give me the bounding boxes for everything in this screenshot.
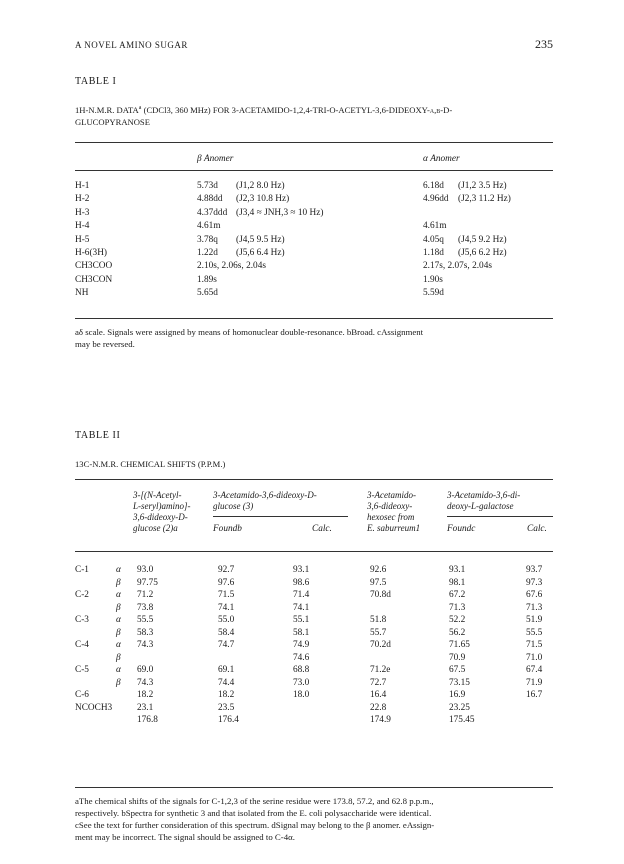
table2-value-c5: 73.15 xyxy=(449,677,470,688)
table2-footnote-line2: respectively. bSpectra for synthetic 3 and that isolated from the E. coli polysaccharide were identical. xyxy=(75,808,432,818)
table2-col1-heading xyxy=(133,490,191,534)
table1-caption-part3: FOR 3-ACETAMIDO-1,2,4-TRI-O-ACETYL-3,6-DIDEOXY-α,β-D- xyxy=(212,105,453,115)
table2-row-label: C-1 xyxy=(75,565,89,575)
table2-value-c1: 69.0 xyxy=(137,665,154,675)
table2-value-c3: 93.1 xyxy=(293,565,310,575)
table2-value-c4: 71.2e xyxy=(370,665,391,675)
table1-caption-sup: a xyxy=(138,105,142,112)
table2-value-c6: 67.6 xyxy=(526,590,543,600)
table1-top-rule xyxy=(75,142,553,143)
col1-line2: L-seryl)amino]- xyxy=(133,501,191,511)
table2-value-c5: 71.3 xyxy=(449,602,466,613)
table1-caption-line2: GLUCOPYRANOSE xyxy=(75,117,150,127)
table1-alpha-coupling: (J2,3 11.2 Hz) xyxy=(458,194,511,205)
table2-value-c2: 55.0 xyxy=(218,615,235,625)
table2-value-c5: 52.2 xyxy=(449,615,466,625)
table2-value-c3: 73.0 xyxy=(293,677,310,688)
col1-line4: glucose (2)a xyxy=(133,523,178,533)
table2-row-label: NCOCH3 xyxy=(75,702,113,713)
table2-value-c3: 71.4 xyxy=(293,590,310,600)
table2-row-label: C-4 xyxy=(75,640,89,650)
table2-value-c3: 74.6 xyxy=(293,652,310,663)
table2-row-anomer: β xyxy=(116,677,121,688)
table1-row-label: H-5 xyxy=(75,234,90,245)
table2-value-c1: 73.8 xyxy=(137,602,154,613)
table2-row-label: C-3 xyxy=(75,615,89,625)
table2-value-c2: 23.5 xyxy=(218,702,235,713)
table2-top-rule xyxy=(75,479,553,480)
table2-value-c6: 97.3 xyxy=(526,577,543,588)
table2-value-c6: 71.5 xyxy=(526,640,543,650)
table2-footnote-line1: aThe chemical shifts of the signals for C-1,2,3 of the serine residue were 173.8, 57.2, and 62.8 p.p.m., xyxy=(75,796,434,806)
table1-alpha-value: 6.18d xyxy=(423,181,444,191)
table2-col3-heading xyxy=(367,490,420,534)
table2-value-c5: 98.1 xyxy=(449,577,466,588)
table2-value-c1: 74.3 xyxy=(137,677,154,688)
table2-value-c4: 174.9 xyxy=(370,715,391,725)
table1-alpha-value: 4.05q xyxy=(423,234,444,245)
table2-value-c5: 175.45 xyxy=(449,715,475,725)
table2-value-c1: 93.0 xyxy=(137,565,154,575)
running-title: A NOVEL AMINO SUGAR xyxy=(75,40,188,50)
table1-beta-value: 2.10s, 2.06s, 2.04s xyxy=(197,261,266,272)
table1-row-label: CH3COO xyxy=(75,261,113,272)
table1-alpha-coupling: (J5,6 6.2 Hz) xyxy=(458,248,507,258)
table2-value-c4: 97.5 xyxy=(370,577,387,588)
table2-value-c1: 74.3 xyxy=(137,640,154,650)
table1-col-beta: β Anomer xyxy=(197,154,234,164)
table1-row-label: H-4 xyxy=(75,221,90,232)
table2-row-label: C-6 xyxy=(75,690,89,700)
table1-beta-value: 5.65d xyxy=(197,288,218,299)
table2-col4-subrule xyxy=(447,516,553,517)
table2-value-c1: 18.2 xyxy=(137,690,154,700)
table1-beta-coupling: (J2,3 10.8 Hz) xyxy=(236,194,290,205)
table2-value-c6: 71.0 xyxy=(526,652,543,663)
table2-row-label: C-5 xyxy=(75,665,89,675)
table1-alpha-coupling: (J4,5 9.2 Hz) xyxy=(458,234,507,245)
table2-value-c1: 71.2 xyxy=(137,590,154,600)
table1-alpha-value: 5.59d xyxy=(423,288,444,299)
table1-beta-value: 4.37ddd xyxy=(197,207,228,218)
table1-beta-coupling: (J5,6 6.4 Hz) xyxy=(236,248,285,258)
table1-footnote-line1: aδ scale. Signals were assigned by means of homonuclear double-resonance. bBroad. cAssignment xyxy=(75,327,424,337)
table2-row-anomer: β xyxy=(116,602,121,613)
table1-beta-coupling: (J4,5 9.5 Hz) xyxy=(236,234,285,245)
table2-value-c2: 69.1 xyxy=(218,665,235,675)
col3-line2: 3,6-dideoxy- xyxy=(367,501,413,511)
table2-value-c5: 56.2 xyxy=(449,627,466,638)
table2-value-c3: 58.1 xyxy=(293,627,310,638)
table1-bottom-rule xyxy=(75,318,553,319)
table2-value-c6: 55.5 xyxy=(526,627,543,638)
table1-alpha-value: 1.18d xyxy=(423,248,444,258)
table2-value-c5: 71.65 xyxy=(449,640,470,650)
table2-value-c1: 97.75 xyxy=(137,577,158,588)
table2-row-anomer: α xyxy=(116,565,121,575)
table2-row-anomer: α xyxy=(116,615,121,625)
table2-value-c2: 74.4 xyxy=(218,677,235,688)
table1-footnote-line2: may be reversed. xyxy=(75,339,135,349)
table2-col4-found: Foundc xyxy=(447,524,476,534)
table2-value-c2: 176.4 xyxy=(218,715,239,725)
table2-value-c4: 92.6 xyxy=(370,565,387,575)
table1-alpha-value: 4.96dd xyxy=(423,194,449,205)
table1-beta-coupling: (J1,2 8.0 Hz) xyxy=(236,181,285,191)
table1-caption-part2: (CDCl3, 360 MHz) xyxy=(141,105,213,115)
table2-value-c2: 74.7 xyxy=(218,640,235,650)
table1-col-alpha: α Anomer xyxy=(423,154,460,164)
table2-footnote-line3: cSee the text for further consideration of this spectrum. dSignal may belong to the β anomer. eAssign- xyxy=(75,820,435,830)
table2-value-c3: 18.0 xyxy=(293,690,310,700)
table1-alpha-coupling: (J1,2 3.5 Hz) xyxy=(458,181,507,191)
table2-value-c2: 71.5 xyxy=(218,590,235,600)
table2-footnotes xyxy=(75,795,565,843)
col2-line1: 3-Acetamido-3,6-dideoxy-D- xyxy=(213,490,317,500)
table1-header-rule xyxy=(75,170,553,171)
col3-line3: hexosec from xyxy=(367,512,415,522)
table2-value-c5: 67.2 xyxy=(449,590,466,600)
table2-row-label: C-2 xyxy=(75,590,89,600)
table2-row-anomer: α xyxy=(116,590,121,600)
table1-beta-value: 4.61m xyxy=(197,221,221,232)
table1-row-label: H-2 xyxy=(75,194,90,205)
table1-beta-value: 5.73d xyxy=(197,181,218,191)
table2-value-c5: 93.1 xyxy=(449,565,466,575)
table2-value-c1: 23.1 xyxy=(137,702,154,713)
table2-value-c4: 51.8 xyxy=(370,615,387,625)
table2-value-c2: 74.1 xyxy=(218,602,235,613)
table2-row-anomer: β xyxy=(116,627,121,638)
table2-value-c4: 16.4 xyxy=(370,690,387,700)
table2-value-c4: 55.7 xyxy=(370,627,387,638)
table2-footnote-line4: ment may be incorrect. The signal should be assigned to C-4α. xyxy=(75,832,295,842)
table2-value-c1: 176.8 xyxy=(137,715,158,725)
table1-footnotes xyxy=(75,326,565,350)
table1-beta-value: 1.89s xyxy=(197,274,217,285)
table2-value-c4: 22.8 xyxy=(370,702,387,713)
table2-value-c6: 51.9 xyxy=(526,615,543,625)
table2-value-c5: 67.5 xyxy=(449,665,466,675)
table2-value-c2: 18.2 xyxy=(218,690,235,700)
table1-caption xyxy=(75,104,565,128)
table1-beta-value: 3.78q xyxy=(197,234,218,245)
table2-value-c6: 16.7 xyxy=(526,690,543,700)
table2-value-c5: 16.9 xyxy=(449,690,466,700)
col4-line2: deoxy-L-galactose xyxy=(447,501,514,511)
table1-beta-value: 1.22d xyxy=(197,248,218,258)
table2-col2-subrule xyxy=(213,516,348,517)
col1-line1: 3-[(N-Acetyl- xyxy=(133,490,182,500)
table1-row-label: CH3CON xyxy=(75,274,113,285)
table2-value-c4: 70.2d xyxy=(370,640,391,650)
table2-value-c1: 55.5 xyxy=(137,615,154,625)
table2-row-anomer: β xyxy=(116,652,121,663)
table2-value-c5: 23.25 xyxy=(449,702,470,713)
table2-value-c6: 67.4 xyxy=(526,665,543,675)
table2-header-rule xyxy=(75,551,553,552)
table2-col4-heading xyxy=(447,490,520,512)
table1-beta-coupling: (J3,4 ≈ JNH,3 ≈ 10 Hz) xyxy=(236,207,324,218)
table1-beta-value: 4.88dd xyxy=(197,194,223,205)
table2-col2-calc: Calc. xyxy=(312,524,332,534)
table2-value-c3: 68.8 xyxy=(293,665,310,675)
table2-col4-calc: Calc. xyxy=(527,524,547,534)
table1-label: TABLE I xyxy=(75,76,117,87)
table2-value-c3: 74.9 xyxy=(293,640,310,650)
table1-caption-part1: 1H-N.M.R. DATA xyxy=(75,105,139,115)
table1-row-label: H-1 xyxy=(75,181,90,191)
table2-value-c2: 58.4 xyxy=(218,627,235,638)
table2-value-c2: 92.7 xyxy=(218,565,235,575)
table2-label: TABLE II xyxy=(75,430,121,441)
col4-line1: 3-Acetamido-3,6-di- xyxy=(447,490,521,500)
table2-row-anomer: α xyxy=(116,640,121,650)
table1-row-label: H-3 xyxy=(75,207,90,218)
table2-value-c1: 58.3 xyxy=(137,627,154,638)
table2-col2-heading xyxy=(213,490,317,512)
table2-value-c3: 74.1 xyxy=(293,602,310,613)
table1-row-label: H-6(3H) xyxy=(75,248,108,258)
col1-line3: 3,6-dideoxy-D- xyxy=(133,512,188,522)
table2-bottom-rule xyxy=(75,787,553,788)
table2-value-c4: 72.7 xyxy=(370,677,387,688)
table2-row-anomer: α xyxy=(116,665,121,675)
table2-value-c6: 71.9 xyxy=(526,677,543,688)
table2-caption: 13C-N.M.R. CHEMICAL SHIFTS (P.P.M.) xyxy=(75,459,226,469)
table2-value-c2: 97.6 xyxy=(218,577,235,588)
page-number: 235 xyxy=(535,37,553,51)
col2-line2: glucose (3) xyxy=(213,501,254,511)
table1-alpha-value: 4.61m xyxy=(423,221,447,232)
table2-value-c3: 55.1 xyxy=(293,615,310,625)
col3-line1: 3-Acetamido- xyxy=(367,490,416,500)
table1-alpha-value: 2.17s, 2.07s, 2.04s xyxy=(423,261,492,272)
table2-value-c3: 98.6 xyxy=(293,577,310,588)
table2-value-c4: 70.8d xyxy=(370,590,391,600)
table1-row-label: NH xyxy=(75,288,89,299)
table2-value-c6: 71.3 xyxy=(526,602,543,613)
table2-col2-found: Foundb xyxy=(213,524,242,534)
table1-alpha-value: 1.90s xyxy=(423,274,443,285)
table2-value-c5: 70.9 xyxy=(449,652,466,663)
table2-value-c6: 93.7 xyxy=(526,565,543,575)
table2-row-anomer: β xyxy=(116,577,121,588)
col3-line4: E. saburreum1 xyxy=(367,523,421,533)
